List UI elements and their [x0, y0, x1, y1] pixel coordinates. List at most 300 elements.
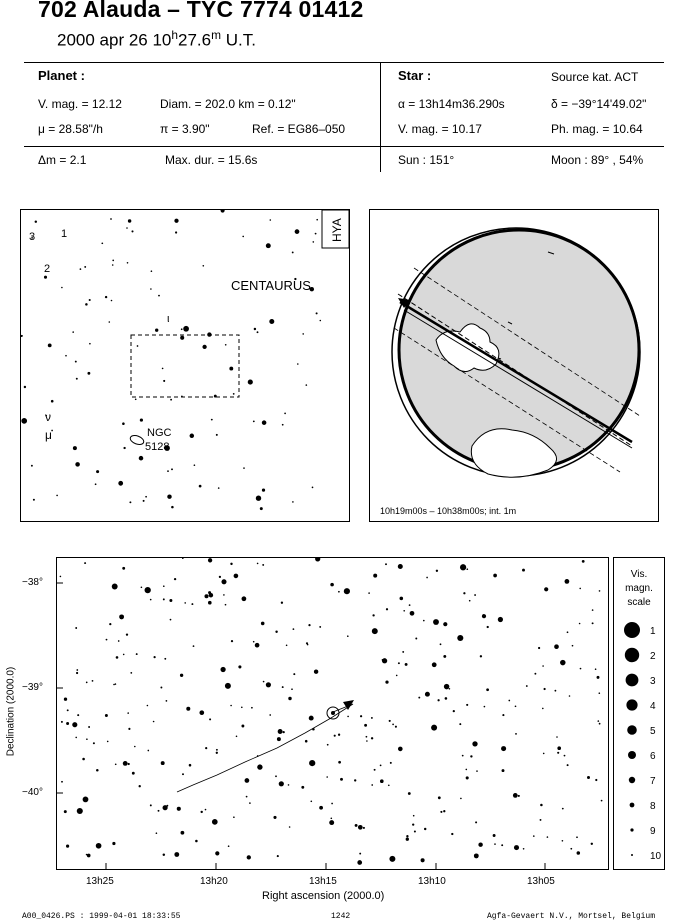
field-star — [200, 811, 202, 813]
field-star — [175, 231, 177, 233]
field-star — [228, 845, 230, 847]
field-star — [443, 810, 445, 812]
field-star — [451, 833, 453, 835]
field-star — [163, 598, 165, 600]
field-star — [155, 329, 158, 332]
field-star — [301, 786, 304, 789]
field-star — [123, 447, 125, 449]
field-star — [257, 331, 259, 333]
field-star — [84, 266, 86, 268]
field-star — [460, 798, 462, 800]
field-star — [162, 368, 164, 370]
legend-mag-label: 7 — [650, 776, 656, 787]
detail-frame — [131, 335, 239, 397]
field-star — [143, 500, 145, 502]
field-star — [261, 622, 265, 626]
field-star — [181, 831, 185, 835]
footer-file: A00_0426.PS : 1999-04-01 18:33:55 — [22, 912, 181, 921]
star-label-nu: ν — [45, 410, 51, 424]
field-star — [184, 602, 186, 604]
field-star — [279, 781, 284, 786]
field-star — [486, 688, 489, 691]
page-title: 702 Alauda – TYC 7774 01412 — [38, 0, 364, 22]
field-star — [364, 724, 367, 727]
field-star — [110, 218, 112, 220]
field-star — [266, 243, 271, 248]
field-star — [544, 587, 548, 591]
legend-mag-label: 6 — [650, 751, 656, 762]
field-star — [534, 673, 536, 675]
legend-mag-label: 9 — [650, 826, 656, 837]
field-star — [132, 772, 135, 775]
field-star — [72, 722, 77, 727]
field-star — [158, 810, 160, 812]
legend-mag-label: 5 — [650, 726, 656, 737]
field-star — [44, 276, 47, 279]
field-star — [137, 345, 139, 347]
field-star — [177, 807, 181, 811]
field-star — [567, 764, 569, 766]
field-star — [331, 803, 333, 805]
field-star — [432, 662, 437, 667]
field-star — [543, 753, 545, 755]
field-star — [426, 577, 428, 579]
field-star — [470, 755, 472, 757]
field-star — [167, 470, 169, 472]
field-star — [225, 604, 227, 606]
field-star — [556, 736, 558, 738]
field-star — [82, 758, 85, 761]
field-star — [363, 827, 365, 829]
field-star — [597, 676, 600, 679]
field-star — [292, 251, 294, 253]
legend-mag-label: 1 — [650, 626, 656, 637]
field-star — [282, 424, 284, 426]
y-axis-label: Declination (2000.0) — [5, 666, 17, 757]
field-star — [126, 227, 128, 229]
min-sup: m — [211, 28, 222, 42]
field-star — [257, 764, 262, 769]
field-star — [129, 501, 131, 503]
legend-dot — [631, 854, 633, 856]
field-star — [338, 591, 340, 593]
field-star — [459, 723, 461, 725]
legend-mag-label: 3 — [650, 676, 656, 687]
field-star — [225, 344, 227, 346]
field-star — [444, 684, 449, 689]
field-star — [61, 781, 63, 783]
field-star — [302, 333, 304, 335]
field-star — [101, 242, 103, 244]
field-star — [493, 574, 497, 578]
field-star — [284, 413, 286, 415]
field-star — [150, 599, 152, 601]
field-star — [86, 682, 88, 684]
globe-panel — [369, 209, 659, 522]
field-star — [195, 840, 198, 843]
field-star — [126, 633, 128, 635]
field-star — [515, 733, 517, 735]
field-star — [542, 708, 544, 710]
star-source: Source kat. ACT — [551, 70, 639, 84]
y-tick-3: −40° — [22, 787, 43, 798]
field-star — [406, 838, 409, 841]
field-star — [431, 725, 437, 731]
field-star — [131, 230, 133, 232]
field-star — [382, 658, 387, 663]
field-star — [478, 842, 482, 846]
field-star — [147, 750, 149, 752]
field-star — [513, 793, 518, 798]
moon-elong: Moon : 89° , 54% — [551, 153, 644, 167]
field-star — [292, 501, 294, 503]
field-star — [242, 596, 247, 601]
field-star — [484, 706, 486, 708]
field-star — [48, 344, 52, 348]
field-star — [469, 600, 471, 602]
field-star — [158, 295, 160, 297]
field-star — [326, 776, 328, 778]
y-tick-2: −39° — [22, 682, 43, 693]
field-star — [544, 688, 546, 690]
field-star — [85, 303, 88, 306]
field-star — [288, 697, 291, 700]
field-star — [205, 809, 207, 811]
legend-title-line3: scale — [627, 597, 651, 608]
field-star — [263, 681, 265, 683]
field-star — [77, 808, 83, 814]
field-star — [587, 776, 590, 779]
field-star — [347, 635, 349, 637]
field-star — [134, 746, 136, 748]
field-star — [371, 737, 373, 739]
legend-mag-label: 8 — [650, 801, 656, 812]
field-star — [160, 687, 162, 689]
field-star — [136, 653, 138, 655]
legend-dot — [625, 648, 639, 662]
field-star — [189, 764, 192, 767]
field-star — [169, 599, 172, 602]
field-star — [288, 784, 290, 786]
delta-mag: Δm = 2.1 — [38, 153, 87, 167]
field-star — [306, 384, 308, 386]
field-star — [105, 296, 107, 298]
field-star — [76, 378, 78, 380]
field-star — [599, 723, 601, 725]
field-star — [418, 697, 420, 699]
field-star — [93, 742, 95, 744]
field-star — [476, 770, 478, 772]
field-star — [223, 594, 225, 596]
field-star — [182, 773, 184, 775]
field-star — [275, 630, 277, 632]
field-star — [392, 724, 394, 726]
field-star — [330, 817, 332, 819]
field-star — [174, 852, 179, 857]
field-star — [241, 707, 243, 709]
field-star — [75, 462, 80, 467]
field-star — [65, 355, 67, 357]
field-star — [202, 265, 204, 267]
field-star — [205, 747, 207, 749]
footer-number: 1242 — [331, 912, 351, 921]
star-label-1: 1 — [61, 228, 68, 240]
field-star — [89, 299, 91, 301]
field-star — [167, 494, 171, 498]
field-star — [293, 673, 295, 675]
field-star — [465, 769, 467, 771]
field-star — [599, 692, 601, 694]
field-star — [560, 660, 566, 666]
field-star — [154, 656, 156, 658]
field-star — [73, 446, 77, 450]
field-star — [61, 287, 63, 289]
field-star — [482, 614, 484, 616]
field-star — [191, 603, 193, 605]
field-star — [601, 800, 603, 802]
field-star — [398, 662, 400, 664]
field-star — [501, 844, 503, 846]
max-duration: Max. dur. = 15.6s — [165, 153, 258, 167]
field-star — [119, 614, 124, 619]
field-star — [130, 672, 132, 674]
field-star — [123, 654, 125, 656]
field-star — [515, 705, 517, 707]
field-star — [395, 726, 397, 728]
field-star — [316, 312, 318, 314]
field-star — [123, 761, 128, 766]
field-star — [579, 623, 581, 625]
field-star — [538, 647, 540, 649]
star-heading: Star : — [398, 68, 432, 83]
globe-caption: 10h19m00s – 10h38m00s; int. 1m — [380, 506, 517, 516]
field-star — [514, 845, 519, 850]
field-star — [580, 668, 582, 670]
field-star — [248, 380, 253, 385]
legend-dot — [630, 803, 635, 808]
planet-vmag: V. mag. = 12.12 — [38, 97, 122, 111]
field-star — [270, 219, 272, 221]
field-star — [233, 393, 235, 395]
field-star — [371, 717, 373, 719]
field-star — [425, 692, 430, 697]
field-star — [225, 683, 231, 689]
field-star — [502, 769, 505, 772]
field-star — [293, 628, 295, 630]
field-star — [357, 860, 362, 865]
x-tick-4: 13h10 — [418, 876, 446, 887]
field-star — [219, 576, 221, 578]
field-star — [216, 749, 218, 751]
field-star — [209, 718, 211, 720]
field-star — [564, 755, 566, 757]
field-star — [281, 602, 283, 604]
field-star — [315, 558, 320, 562]
field-star — [466, 776, 469, 779]
field-star — [433, 619, 439, 625]
field-star — [518, 795, 520, 797]
field-star — [174, 578, 176, 580]
field-star — [180, 674, 183, 677]
field-star — [385, 680, 388, 683]
legend-mag-label: 4 — [650, 701, 656, 712]
field-star — [220, 667, 225, 672]
field-star — [106, 639, 108, 641]
field-star — [86, 738, 88, 740]
field-star — [597, 720, 599, 722]
field-star — [249, 802, 251, 804]
field-star — [87, 372, 90, 375]
field-star — [80, 268, 82, 270]
field-star — [599, 590, 601, 592]
field-star — [139, 456, 144, 461]
field-star — [289, 826, 291, 828]
legend-dots — [624, 622, 662, 862]
field-star — [56, 495, 58, 497]
legend-title-line1: Vis. — [630, 569, 648, 580]
field-star — [241, 725, 244, 728]
field-star — [487, 626, 489, 628]
field-star — [253, 641, 255, 643]
field-star — [92, 680, 94, 682]
field-star — [242, 236, 244, 238]
legend-mag-label: 2 — [650, 651, 656, 662]
field-star — [523, 848, 525, 850]
field-star — [111, 300, 113, 302]
field-star — [540, 804, 543, 807]
field-star — [243, 467, 245, 469]
field-star — [569, 695, 571, 697]
field-star — [312, 241, 314, 243]
field-star — [374, 769, 376, 771]
field-star — [199, 710, 204, 715]
field-star — [475, 821, 477, 823]
field-star — [526, 685, 528, 687]
field-star — [385, 563, 387, 565]
field-star — [64, 698, 67, 701]
field-star — [83, 797, 89, 803]
field-star — [150, 288, 152, 290]
field-star — [554, 644, 559, 649]
field-star — [218, 487, 220, 489]
star-label-2: 2 — [44, 263, 51, 275]
field-star — [440, 811, 442, 813]
field-star — [542, 665, 544, 667]
x-tick-3: 13h15 — [309, 876, 337, 887]
field-star — [421, 858, 425, 862]
field-star — [115, 683, 117, 685]
legend-dot — [630, 828, 633, 831]
field-star — [314, 669, 318, 673]
field-star — [389, 856, 395, 862]
field-star — [256, 496, 261, 501]
field-star — [260, 507, 263, 510]
field-star — [366, 736, 368, 738]
field-star — [153, 721, 155, 723]
magnitude-legend — [613, 557, 665, 870]
field-star — [230, 563, 232, 565]
field-star — [579, 588, 581, 590]
field-star — [360, 715, 362, 717]
finder-stars — [21, 210, 321, 510]
field-star — [24, 386, 26, 388]
field-star — [312, 487, 314, 489]
field-star — [368, 592, 370, 594]
field-star — [366, 740, 368, 742]
field-star — [181, 328, 183, 330]
field-star — [76, 672, 78, 674]
field-star — [443, 622, 447, 626]
field-star — [156, 832, 158, 834]
field-star — [576, 836, 578, 838]
field-star — [208, 558, 212, 562]
field-star — [414, 830, 416, 832]
field-star — [208, 601, 212, 605]
field-star — [216, 752, 218, 754]
field-star — [211, 419, 213, 421]
field-star — [266, 682, 271, 687]
field-star — [247, 855, 251, 859]
field-star — [466, 568, 468, 570]
galaxy-ngc5128-icon — [129, 434, 145, 446]
field-star — [315, 233, 317, 235]
field-star — [61, 721, 63, 723]
field-star — [122, 422, 125, 425]
constellation-label: CENTAURUS — [231, 278, 311, 293]
field-star — [406, 835, 408, 837]
planet-mu: μ = 28.58"/h — [38, 122, 103, 136]
field-star — [145, 496, 147, 498]
field-star — [273, 816, 276, 819]
field-star — [309, 716, 314, 721]
field-star — [236, 736, 238, 738]
mid-rule — [24, 146, 664, 147]
field-star — [474, 594, 476, 596]
field-star — [592, 609, 594, 611]
field-star — [595, 668, 597, 670]
field-star — [246, 796, 248, 798]
field-star — [463, 592, 465, 594]
field-star — [135, 398, 137, 400]
field-star — [147, 705, 149, 707]
y-tick-1: −38° — [22, 577, 43, 588]
field-star — [436, 570, 438, 572]
field-star — [493, 834, 496, 837]
field-star — [557, 746, 561, 750]
field-star — [438, 796, 441, 799]
field-star — [502, 714, 504, 716]
field-star — [115, 763, 117, 765]
field-star — [87, 854, 91, 858]
x-tick-marks — [57, 583, 545, 869]
field-star — [89, 343, 91, 345]
field-star — [498, 617, 503, 622]
field-star — [208, 591, 211, 594]
field-star — [194, 464, 196, 466]
field-star — [295, 229, 300, 234]
field-star — [233, 816, 235, 818]
field-star — [402, 651, 404, 653]
field-star — [582, 560, 585, 563]
field-star — [141, 586, 143, 588]
field-star — [355, 824, 358, 827]
field-star — [128, 763, 130, 765]
field-star — [215, 851, 219, 855]
field-star — [145, 587, 151, 593]
field-star — [319, 626, 321, 628]
field-star — [359, 853, 361, 855]
field-star — [269, 319, 274, 324]
